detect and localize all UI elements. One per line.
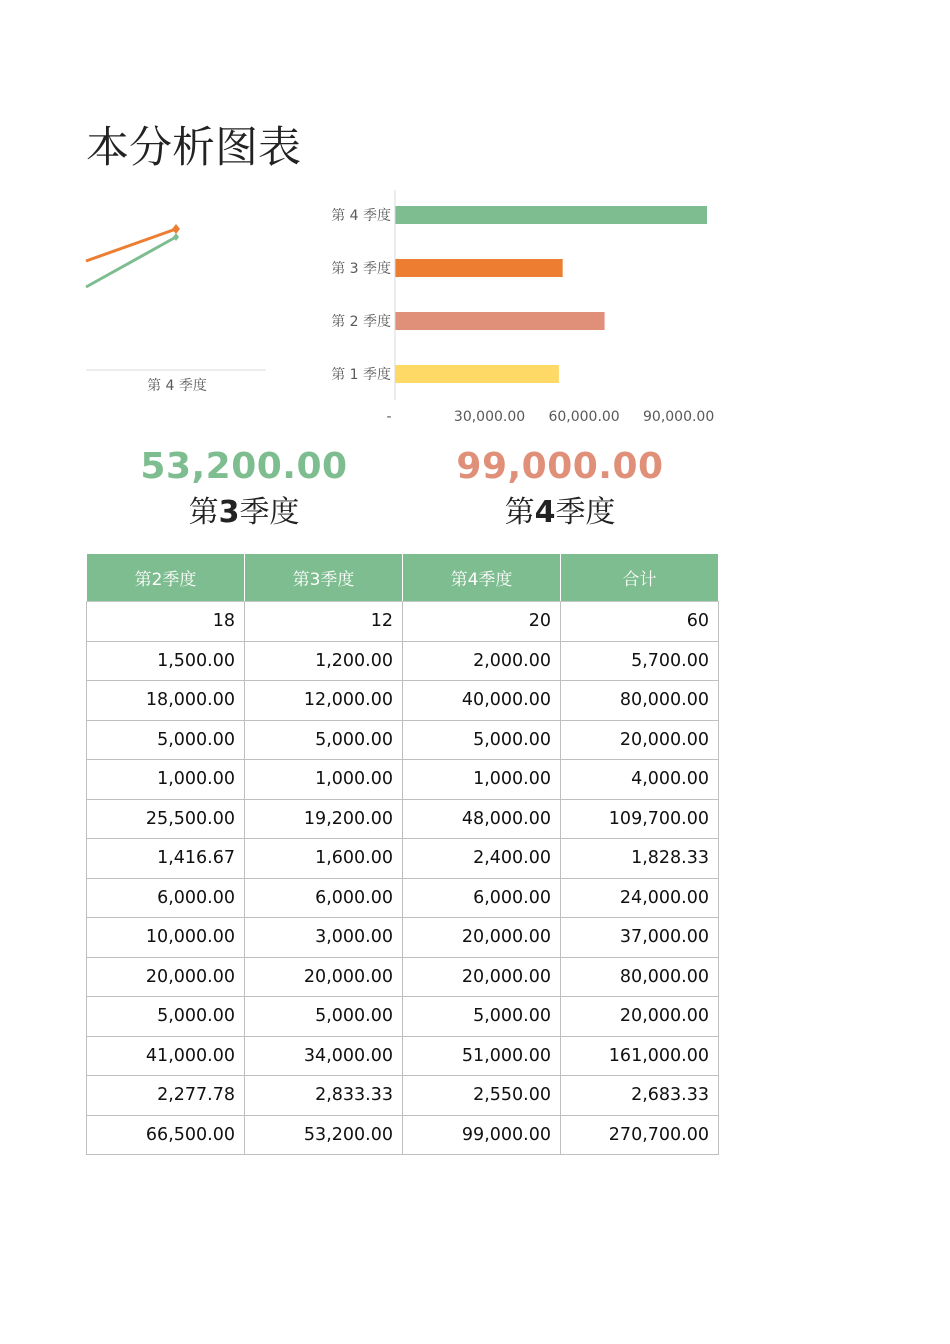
line-chart [86,200,276,400]
table-row [87,641,719,681]
table-cell[interactable]: 80,000.00 [561,681,719,721]
table-cell[interactable]: 48,000.00 [403,799,561,839]
table-cell[interactable]: 1,000.00 [403,760,561,800]
bar-category-label: 第 3 季度 [331,261,391,277]
table-cell[interactable]: 60 [561,602,719,642]
column-header[interactable]: 第4季度 [403,554,561,602]
table-cell[interactable]: 3,000.00 [245,918,403,958]
table-cell[interactable]: 109,700.00 [561,799,719,839]
table-row [87,839,719,879]
table-cell[interactable]: 20,000.00 [403,918,561,958]
table-cell[interactable]: 5,000.00 [245,720,403,760]
table-body [87,602,719,1155]
bar-x-tick-label: - [386,409,392,425]
table-cell[interactable]: 24,000.00 [561,878,719,918]
column-header[interactable]: 第3季度 [245,554,403,602]
table-cell[interactable]: 2,277.78 [87,1076,245,1116]
table-cell[interactable]: 270,700.00 [561,1115,719,1155]
table-cell[interactable]: 10,000.00 [87,918,245,958]
bar-series [395,206,707,383]
table-cell[interactable]: 5,000.00 [403,720,561,760]
kpi-label: 第3季度 [188,495,300,530]
table-cell[interactable]: 12,000.00 [245,681,403,721]
table-cell[interactable]: 4,000.00 [561,760,719,800]
table-cell[interactable]: 1,200.00 [245,641,403,681]
bar-x-tick-label: 90,000.00 [643,409,715,425]
table-cell[interactable]: 51,000.00 [403,1036,561,1076]
table-cell[interactable]: 20,000.00 [87,957,245,997]
table-cell[interactable]: 20 [403,602,561,642]
table-cell[interactable]: 2,550.00 [403,1076,561,1116]
table-row [87,878,719,918]
table-row [87,997,719,1037]
table-cell[interactable]: 25,500.00 [87,799,245,839]
kpi-card-q3 [84,445,404,535]
table-cell[interactable]: 1,500.00 [87,641,245,681]
table-cell[interactable]: 34,000.00 [245,1036,403,1076]
bar-x-ticks [386,409,714,425]
table-cell[interactable]: 5,000.00 [87,720,245,760]
table-row [87,720,719,760]
table-row [87,1115,719,1155]
table-row [87,799,719,839]
table-cell[interactable]: 161,000.00 [561,1036,719,1076]
table-cell[interactable]: 1,416.67 [87,839,245,879]
table-cell[interactable]: 80,000.00 [561,957,719,997]
table-cell[interactable]: 1,000.00 [245,760,403,800]
table-row [87,918,719,958]
bar-chart [300,185,740,435]
bar [395,259,563,277]
bar [395,365,559,383]
kpi-label: 第4季度 [504,495,616,530]
table-cell[interactable]: 53,200.00 [245,1115,403,1155]
bar-category-label: 第 2 季度 [331,314,391,330]
column-header[interactable]: 合计 [561,554,719,602]
bar-category-label: 第 1 季度 [331,367,391,383]
table-cell[interactable]: 20,000.00 [561,720,719,760]
table-cell[interactable]: 1,000.00 [87,760,245,800]
table-cell[interactable]: 2,683.33 [561,1076,719,1116]
table-cell[interactable]: 41,000.00 [87,1036,245,1076]
bar-category-labels [331,207,391,383]
kpi-value: 99,000.00 [456,446,664,487]
table-cell[interactable]: 18 [87,602,245,642]
line-chart-x-label: 第 4 季度 [147,378,207,394]
table-cell[interactable]: 20,000.00 [403,957,561,997]
table-cell[interactable]: 2,833.33 [245,1076,403,1116]
table-cell[interactable]: 2,000.00 [403,641,561,681]
table-row [87,957,719,997]
table-cell[interactable]: 99,000.00 [403,1115,561,1155]
data-table [86,553,719,1155]
table-cell[interactable]: 5,000.00 [403,997,561,1037]
page-title: 本分析图表 [86,123,301,173]
table-cell[interactable]: 6,000.00 [245,878,403,918]
table-row [87,681,719,721]
table-row [87,1076,719,1116]
table-cell[interactable]: 5,000.00 [87,997,245,1037]
bar-x-tick-label: 60,000.00 [548,409,620,425]
table-cell[interactable]: 20,000.00 [245,957,403,997]
bar-category-label: 第 4 季度 [331,208,391,224]
table-cell[interactable]: 19,200.00 [245,799,403,839]
table-cell[interactable]: 5,700.00 [561,641,719,681]
table-cell[interactable]: 40,000.00 [403,681,561,721]
table-cell[interactable]: 1,600.00 [245,839,403,879]
table-cell[interactable]: 5,000.00 [245,997,403,1037]
table-cell[interactable]: 20,000.00 [561,997,719,1037]
table-row [87,1036,719,1076]
table-cell[interactable]: 12 [245,602,403,642]
line-marker-orange [172,224,180,234]
bar [395,312,605,330]
bar [395,206,707,224]
table-cell[interactable]: 66,500.00 [87,1115,245,1155]
table-cell[interactable]: 6,000.00 [87,878,245,918]
kpi-card-q4 [400,445,720,535]
bar-x-tick-label: 30,000.00 [453,409,526,425]
table-cell[interactable]: 18,000.00 [87,681,245,721]
table-cell[interactable]: 37,000.00 [561,918,719,958]
column-header[interactable]: 第2季度 [87,554,245,602]
table-cell[interactable]: 6,000.00 [403,878,561,918]
table-row [87,602,719,642]
table-cell[interactable]: 1,828.33 [561,839,719,879]
table-row [87,760,719,800]
table-cell[interactable]: 2,400.00 [403,839,561,879]
kpi-value: 53,200.00 [140,446,348,487]
table-header-row [87,554,719,602]
